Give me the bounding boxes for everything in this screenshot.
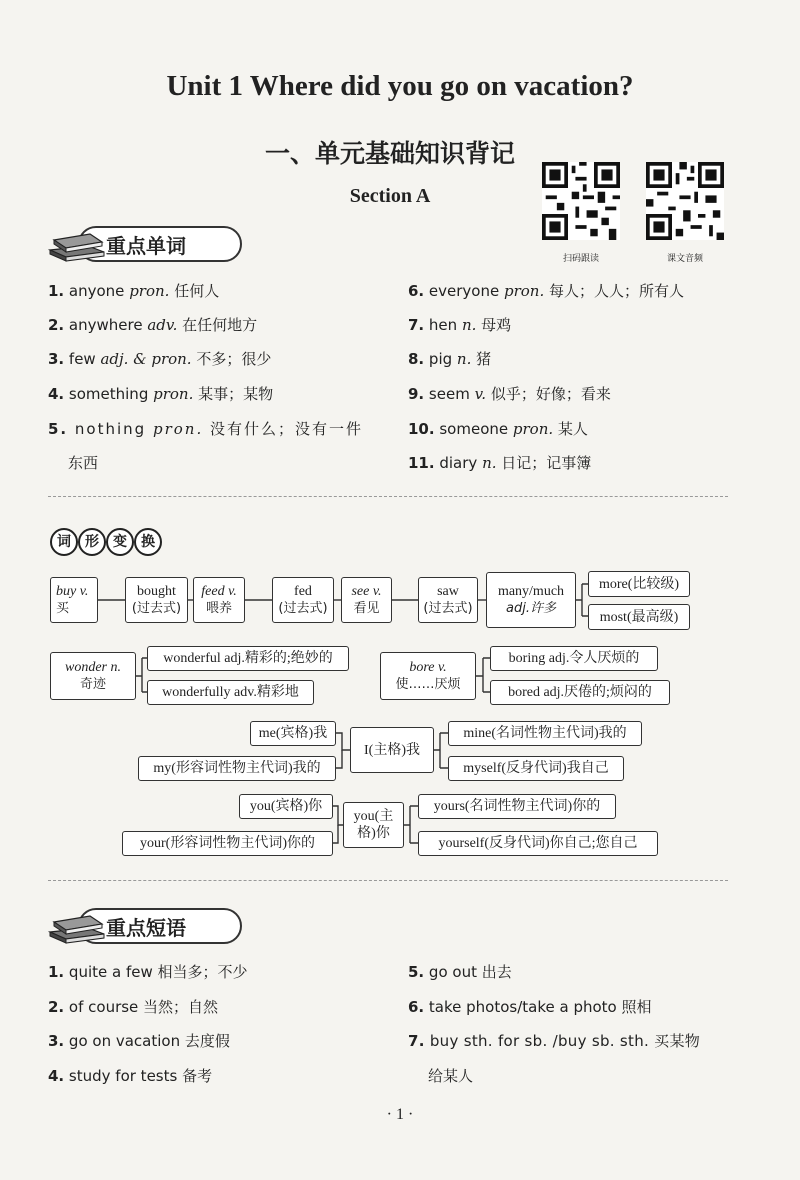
box-buy: buy v. 买 [50, 577, 98, 623]
box-mine: mine(名词性物主代词)我的 [448, 721, 642, 746]
divider [48, 880, 728, 881]
key-phrases-heading: 重点短语 [106, 916, 186, 940]
box-you-subject: you(主 格)你 [343, 802, 404, 848]
word-item: 4. something pron. 某事；某物 [48, 385, 274, 403]
box-you-object: you(宾格)你 [239, 794, 333, 819]
box-saw: saw (过去式) [418, 577, 478, 623]
box-wonderful: wonderful adj.精彩的;绝妙的 [147, 646, 349, 671]
box-me: me(宾格)我 [250, 721, 336, 746]
key-words-heading: 重点单词 [106, 234, 186, 258]
box-yours: yours(名词性物主代词)你的 [418, 794, 616, 819]
box-yourself: yourself(反身代词)你自己;您自己 [418, 831, 658, 856]
box-many-much: many/much adj.许多 [486, 572, 576, 628]
phrase-item: 1. quite a few 相当多；不少 [48, 963, 248, 981]
qr-caption-follow-read: 扫码跟读 [562, 254, 599, 264]
word-item: 11. diary n. 日记；记事簿 [408, 454, 592, 472]
box-bought: bought (过去式) [125, 577, 188, 623]
phrase-item: 7. buy sth. for sb. /buy sb. sth. 买某物 [408, 1032, 701, 1050]
box-fed: fed (过去式) [272, 577, 334, 623]
heading-char: 换 [128, 522, 168, 562]
phrase-item: 5. go out 出去 [408, 963, 512, 981]
word-item-continuation: 东西 [68, 454, 99, 472]
word-item: 1. anyone pron. 任何人 [48, 282, 220, 300]
box-feed: feed v. 喂养 [193, 577, 245, 623]
phrase-item-continuation: 给某人 [428, 1067, 474, 1085]
section-a-label: Section A [349, 185, 431, 207]
box-wonder: wonder n. 奇迹 [50, 652, 136, 700]
word-item: 3. few adj. & pron. 不多；很少 [48, 350, 272, 368]
box-boring: boring adj.令人厌烦的 [490, 646, 658, 671]
page-number: · 1 · [386, 1106, 414, 1123]
word-item: 9. seem v. 似乎；好像；看来 [408, 385, 611, 403]
word-item: 8. pig n. 猪 [408, 350, 492, 368]
word-item: 2. anywhere adv. 在任何地方 [48, 316, 258, 334]
word-item: 6. everyone pron. 每人；人人；所有人 [408, 282, 685, 300]
box-more: more(比较级) [588, 571, 690, 597]
box-your: your(形容词性物主代词)你的 [122, 831, 333, 856]
heading-char: 变 [100, 522, 140, 562]
key-phrases-badge [48, 904, 248, 944]
box-myself: myself(反身代词)我自己 [448, 756, 624, 781]
box-i: I(主格)我 [350, 727, 434, 773]
heading-char: 词 [44, 522, 84, 562]
box-see: see v. 看见 [341, 577, 392, 623]
box-bored: bored adj.厌倦的;烦闷的 [490, 680, 670, 705]
unit-title: Unit 1 Where did you go on vacation? [166, 70, 634, 102]
phrase-item: 6. take photos/take a photo 照相 [408, 998, 652, 1016]
box-wonderfully: wonderfully adv.精彩地 [147, 680, 314, 705]
word-item: 5. nothing pron. 没有什么；没有一件 [48, 420, 364, 438]
section-title-cn: 一、单元基础知识背记 [264, 139, 515, 168]
phrase-item: 4. study for tests 备考 [48, 1067, 213, 1085]
phrase-item: 3. go on vacation 去度假 [48, 1032, 230, 1050]
heading-char: 形 [72, 522, 112, 562]
phrase-item: 2. of course 当然；自然 [48, 998, 219, 1016]
box-my: my(形容词性物主代词)我的 [138, 756, 336, 781]
qr-caption-audio: 课文音频 [666, 254, 703, 264]
box-most: most(最高级) [588, 604, 690, 630]
books-icon [48, 906, 108, 944]
word-item: 10. someone pron. 某人 [408, 420, 588, 438]
word-item: 7. hen n. 母鸡 [408, 316, 512, 334]
box-bore: bore v. 使……厌烦 [380, 652, 476, 700]
